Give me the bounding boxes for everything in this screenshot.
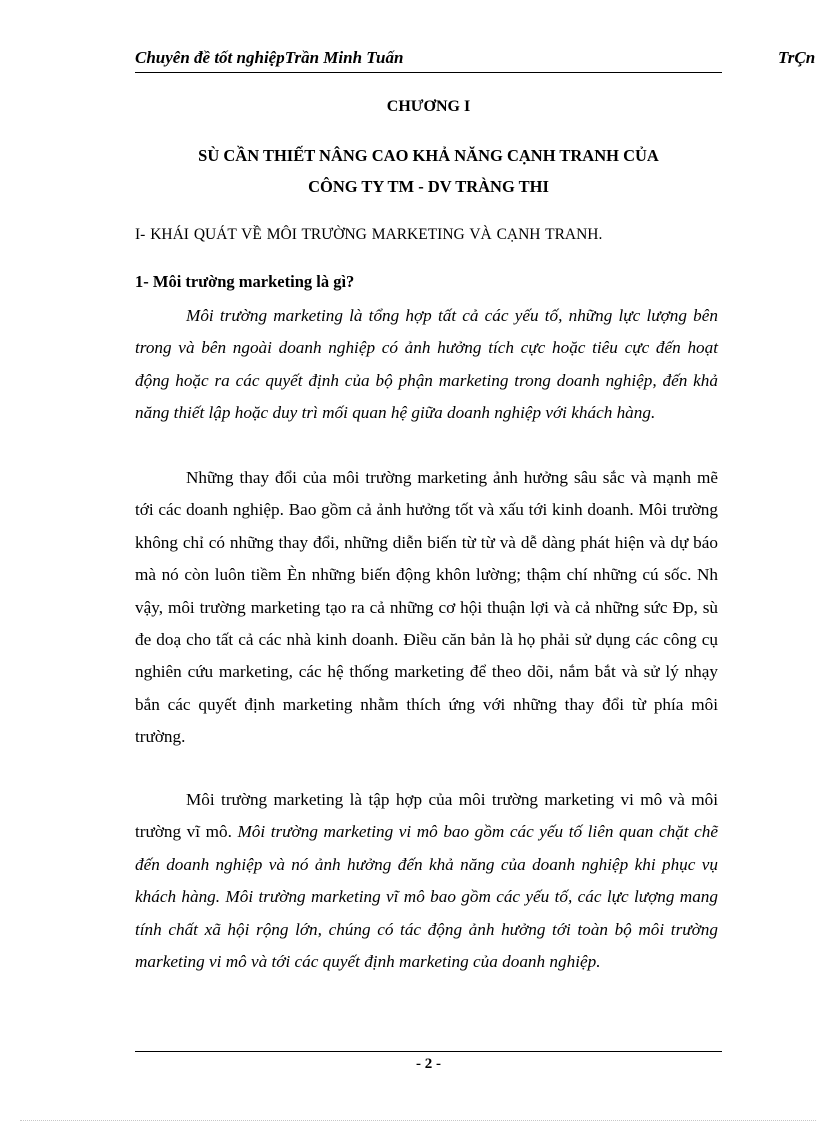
chapter-title-line-2: CÔNG TY TM - DV TRÀNG THI bbox=[308, 177, 549, 196]
header-right-text: TrÇn bbox=[778, 48, 816, 67]
paragraph-1: Môi trường marketing là tổng hợp tất cả các yếu tố, những lực lượng bên trong và bên ngoài doanh nghiệp có ảnh hưởng tích cực hoặc tiêu cực đến hoạt động hoặc ra các quyết định của bộ phận marketing trong doanh nghiệp, đến khả năng thiết lập hoặc duy trì mối quan hệ giữa doanh nghiệp với khách hàng. bbox=[135, 306, 718, 423]
paragraph-3-plain-text: Môi trường marketing là tập hợp của môi trường marketing vi mô và môi trường vĩ mô. bbox=[135, 790, 718, 842]
paragraph-3-italic-text: Môi trường marketing vi mô bao gồm các yếu tố liên quan chặt chẽ đến doanh nghiệp và nó ảnh hưởng đến khả năng của doanh nghiệp khi phục vụ khách hàng. Môi trường marketing vĩ mô bao gồm các yếu tố, các lực lượng mang tính chất xã hội rộng lớn, chúng có tác động ảnh hưởng tới toàn bộ môi trường marketing vi mô và tới các quyết định marketing của doanh nghiệp. bbox=[135, 822, 718, 972]
section-heading: I- KHÁI QUÁT VỀ MÔI TRƯỜNG MARKETING VÀ CẠNH TRANH. bbox=[135, 226, 603, 243]
chapter-title-line-1: SÙ CẦN THIẾT NÂNG CAO KHẢ NĂNG CẠNH TRANH CỦA bbox=[198, 146, 659, 165]
page-number: - 2 - bbox=[416, 1056, 441, 1072]
header-left-text: Chuyên đề tốt nghiệpTrần Minh Tuấn bbox=[135, 48, 404, 67]
paragraph-3 bbox=[135, 784, 718, 978]
subsection-heading: 1- Môi trường marketing là gì? bbox=[135, 272, 355, 291]
header-divider bbox=[135, 72, 722, 73]
page-bottom-edge bbox=[20, 1120, 816, 1121]
paragraph-2: Những thay đổi của môi trường marketing ảnh hưởng sâu sắc và mạnh mẽ tới các doanh nghiệp. Bao gồm cả ảnh hưởng tốt và xấu tới kinh doanh. Môi trường không chỉ có những thay đổi, những diễn biến từ từ và dễ dàng phát hiện và dự báo mà nó còn luôn tiềm Èn những biến động khôn lường; thậm chí những cú sốc. Nh vậy, môi trường marketing tạo ra cả những cơ hội thuận lợi và cả những sức Ðp, sù đe doạ cho tất cả các nhà kinh doanh. Điều căn bản là họ phải sử dụng các công cụ nghiên cứu marketing, các hệ thống marketing để theo dõi, nắm bắt và sử lý nhạy bắn các quyết định marketing nhằm thích ứng với những thay đổi từ phía môi trường. bbox=[135, 468, 718, 747]
footer-divider bbox=[135, 1051, 722, 1052]
chapter-heading: CHƯƠNG I bbox=[386, 98, 471, 115]
